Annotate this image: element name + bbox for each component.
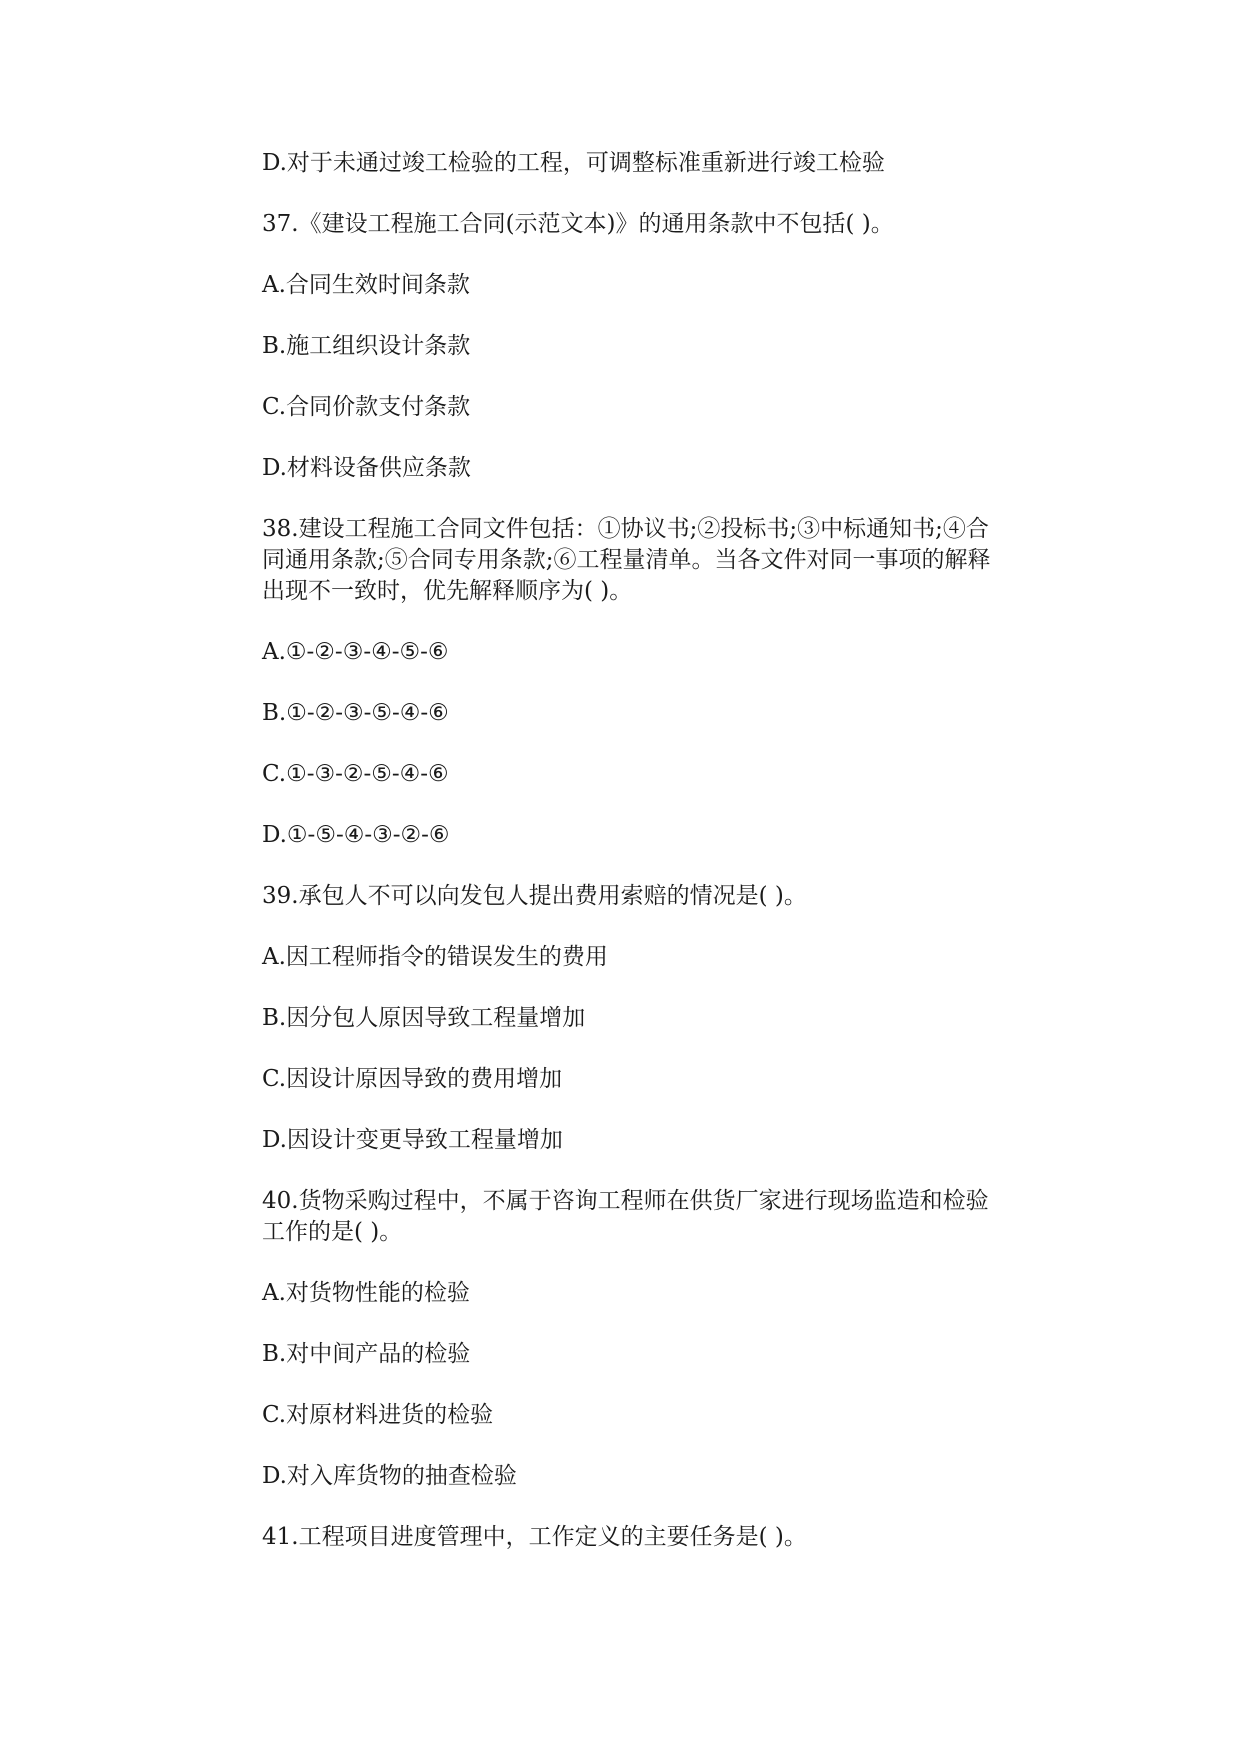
option-d: D.材料设备供应条款 [262,455,471,481]
option-a: A.对货物性能的检验 [262,1280,470,1306]
question-stem [262,514,1062,607]
option-c: C.对原材料进货的检验 [262,1402,494,1428]
option-a: A.因工程师指令的错误发生的费用 [262,944,608,970]
option-d: D.因设计变更导致工程量增加 [262,1127,563,1153]
question-40 [262,1186,1062,1492]
question-stem: 41.工程项目进度管理中，工作定义的主要任务是( )。 [262,1524,807,1550]
option-c: C.因设计原因导致的费用增加 [262,1066,563,1092]
option-d: D.①-⑤-④-③-②-⑥ [262,822,450,848]
question-stem-line: 出现不一致时，优先解释顺序为( )。 [262,578,633,604]
question-37 [262,209,1062,484]
question-stem-line: 38.建设工程施工合同文件包括：①协议书;②投标书;③中标通知书;④合 [262,516,989,542]
option-b: B.因分包人原因导致工程量增加 [262,1005,586,1031]
question-stem: 39.承包人不可以向发包人提出费用索赔的情况是( )。 [262,883,807,909]
question-stem-line: 工作的是( )。 [262,1219,403,1245]
prev-question-option-d: D.对于未通过竣工检验的工程，可调整标准重新进行竣工检验 [262,150,885,176]
option-b: B.对中间产品的检验 [262,1341,471,1367]
question-stem: 37.《建设工程施工合同(示范文本)》的通用条款中不包括( )。 [262,211,894,237]
option-a: A.①-②-③-④-⑤-⑥ [262,639,449,665]
option-d: D.对入库货物的抽查检验 [262,1463,517,1489]
option-b: B.①-②-③-⑤-④-⑥ [262,700,449,726]
question-stem-line: 同通用条款;⑤合同专用条款;⑥工程量清单。当各文件对同一事项的解释 [262,547,991,573]
question-41 [262,1522,1062,1553]
question-stem [262,1186,1062,1248]
document-page [262,148,1062,1583]
question-38 [262,514,1062,851]
question-39 [262,881,1062,1156]
question-stem-line: 40.货物采购过程中，不属于咨询工程师在供货厂家进行现场监造和检验 [262,1188,989,1214]
option-c: C.①-③-②-⑤-④-⑥ [262,761,449,787]
option-c: C.合同价款支付条款 [262,394,471,420]
option-b: B.施工组织设计条款 [262,333,471,359]
option-a: A.合同生效时间条款 [262,272,470,298]
